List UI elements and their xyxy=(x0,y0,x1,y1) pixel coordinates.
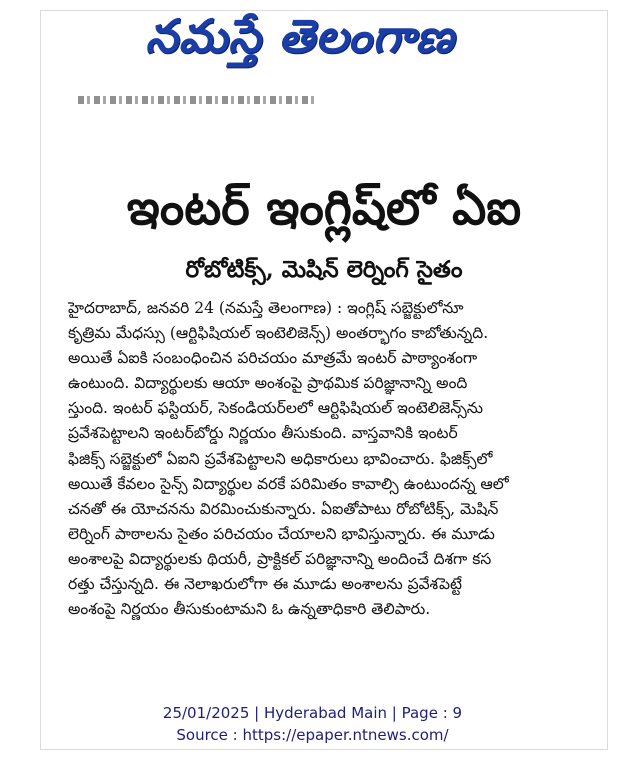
article-line: అయితే కేవలం సైన్స్ విద్యార్థుల వరకే పరిమితం కావాల్సి ఉంటుందన్న ఆలో xyxy=(68,474,509,493)
article-line: అంశంపై నిర్ణయం తీసుకుంటామని ఓ ఉన్నతాధికారి తెలిపారు. xyxy=(68,600,431,619)
article-subheadline: రోబోటిక్స్, మెషిన్ లెర్నింగ్ సైతం xyxy=(185,256,463,283)
article-line: ఉంటుంది. విద్యార్థులకు ఆయా అంశంపై ప్రాథమిక పరిజ్ఞానాన్ని అంది xyxy=(68,374,468,393)
edition-info: 25/01/2025 | Hyderabad Main | Page : 9 xyxy=(162,704,463,722)
masthead-logo: నమస్తే తెలంగాణ xyxy=(145,9,455,63)
clipping-cut-edge xyxy=(78,96,318,104)
article-line: అంశాలపై విద్యార్థులకు థియరీ, ప్రాక్టికల్ పరిజ్ఞానాన్ని అందించే దిశగా కస xyxy=(68,549,492,568)
article-line: స్తుంది. ఇంటర్ ఫస్టియర్, సెకండియర్‌లలో ఆర్టిఫిషియల్ ఇంటెలిజెన్స్‌ను xyxy=(68,399,484,418)
article-line: అయితే ఏఐకి సంబంధించిన పరిచయం మాత్రమే ఇంటర్ పాఠ్యాంశంగా xyxy=(68,349,478,368)
article-line: రత్తు చేస్తున్నది. ఈ నెలాఖరులోగా ఈ మూడు అంశాలను ప్రవేశపెట్టే xyxy=(68,575,462,594)
source-link[interactable]: Source : https://epaper.ntnews.com/ xyxy=(176,726,449,744)
article-body xyxy=(68,296,610,622)
clipping-footer xyxy=(0,702,625,746)
article-line: లెర్నింగ్ పాఠాలను సైతం పరిచయం చేయాలని భావిస్తున్నారు. ఈ మూడు xyxy=(68,524,495,543)
article-line: హైదరాబాద్, జనవరి 24 (నమస్తే తెలంగాణ) : ఇంగ్లిష్ సబ్జెక్టులోనూ xyxy=(68,299,464,317)
article-line: ప్రవేశపెట్టాలని ఇంటర్‌బోర్డు నిర్ణయం తీసుకుంది. వాస్తవానికి ఇంటర్ xyxy=(68,424,458,443)
article-headline: ఇంటర్ ఇంగ్లిష్‌లో ఏఐ xyxy=(126,180,522,236)
article-line: ఫిజిక్స్ సబ్జెక్టులో ఏఐని ప్రవేశపెట్టాలని అధికారులు భావించారు. ఫిజిక్స్‌లో xyxy=(68,449,493,468)
article-line: కృత్రిమ మేధస్సు (ఆర్టిఫిషియల్ ఇంటెలిజెన్స్) అంతర్భాగం కాబోతున్నది. xyxy=(68,324,489,343)
article-line: చనతో ఈ యోచనను విరమించుకున్నారు. ఏఐతోపాటు రోబోటిక్స్, మెషిన్ xyxy=(68,499,499,518)
newspaper-masthead xyxy=(80,4,520,80)
